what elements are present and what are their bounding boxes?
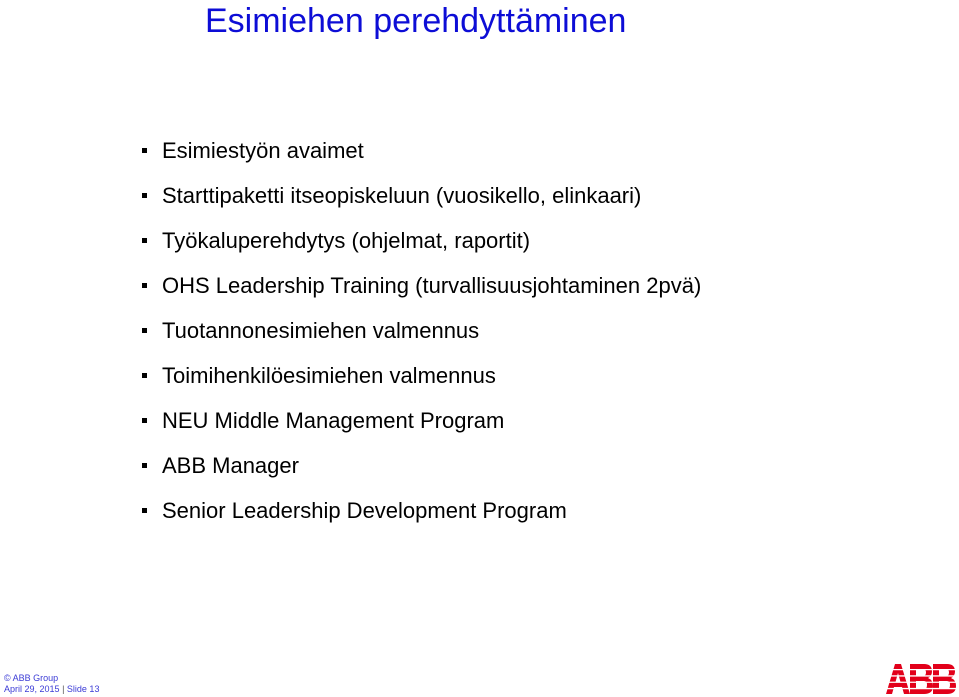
footer-slide-number: Slide 13	[66, 684, 100, 694]
list-item-text: Tuotannonesimiehen valmennus	[162, 318, 480, 343]
footer-date-line	[4, 684, 99, 695]
list-item	[140, 406, 701, 451]
list-item	[140, 226, 701, 271]
footer-copyright: © ABB Group	[4, 673, 59, 683]
abb-logo-icon	[886, 664, 956, 694]
slide-footer	[4, 673, 99, 695]
square-bullet-icon	[142, 373, 147, 378]
footer-separator: |	[62, 684, 65, 694]
footer-date: April 29, 2015	[4, 684, 60, 694]
list-item-text: Työkaluperehdytys (ohjelmat, raportit)	[162, 228, 531, 253]
list-item	[140, 136, 701, 181]
square-bullet-icon	[142, 283, 147, 288]
list-item-text: Senior Leadership Development Program	[162, 498, 567, 523]
square-bullet-icon	[142, 238, 147, 243]
list-item-text: OHS Leadership Training (turvallisuusjohtaminen 2pvä)	[162, 273, 702, 298]
list-item-text: NEU Middle Management Program	[162, 408, 505, 433]
list-item	[140, 361, 701, 406]
list-item	[140, 496, 701, 541]
list-item-text: ABB Manager	[162, 453, 299, 478]
list-item	[140, 316, 701, 361]
square-bullet-icon	[142, 463, 147, 468]
list-item	[140, 181, 701, 226]
list-item	[140, 271, 701, 316]
slide-title: Esimiehen perehdyttäminen	[205, 2, 627, 40]
list-item-text: Toimihenkilöesimiehen valmennus	[162, 363, 496, 388]
square-bullet-icon	[142, 193, 147, 198]
square-bullet-icon	[142, 508, 147, 513]
list-item-text: Starttipaketti itseopiskeluun (vuosikello, elinkaari)	[162, 183, 642, 208]
bullet-list	[140, 136, 701, 541]
square-bullet-icon	[142, 328, 147, 333]
list-item	[140, 451, 701, 496]
square-bullet-icon	[142, 418, 147, 423]
list-item-text: Esimiestyön avaimet	[162, 138, 364, 163]
square-bullet-icon	[142, 148, 147, 153]
